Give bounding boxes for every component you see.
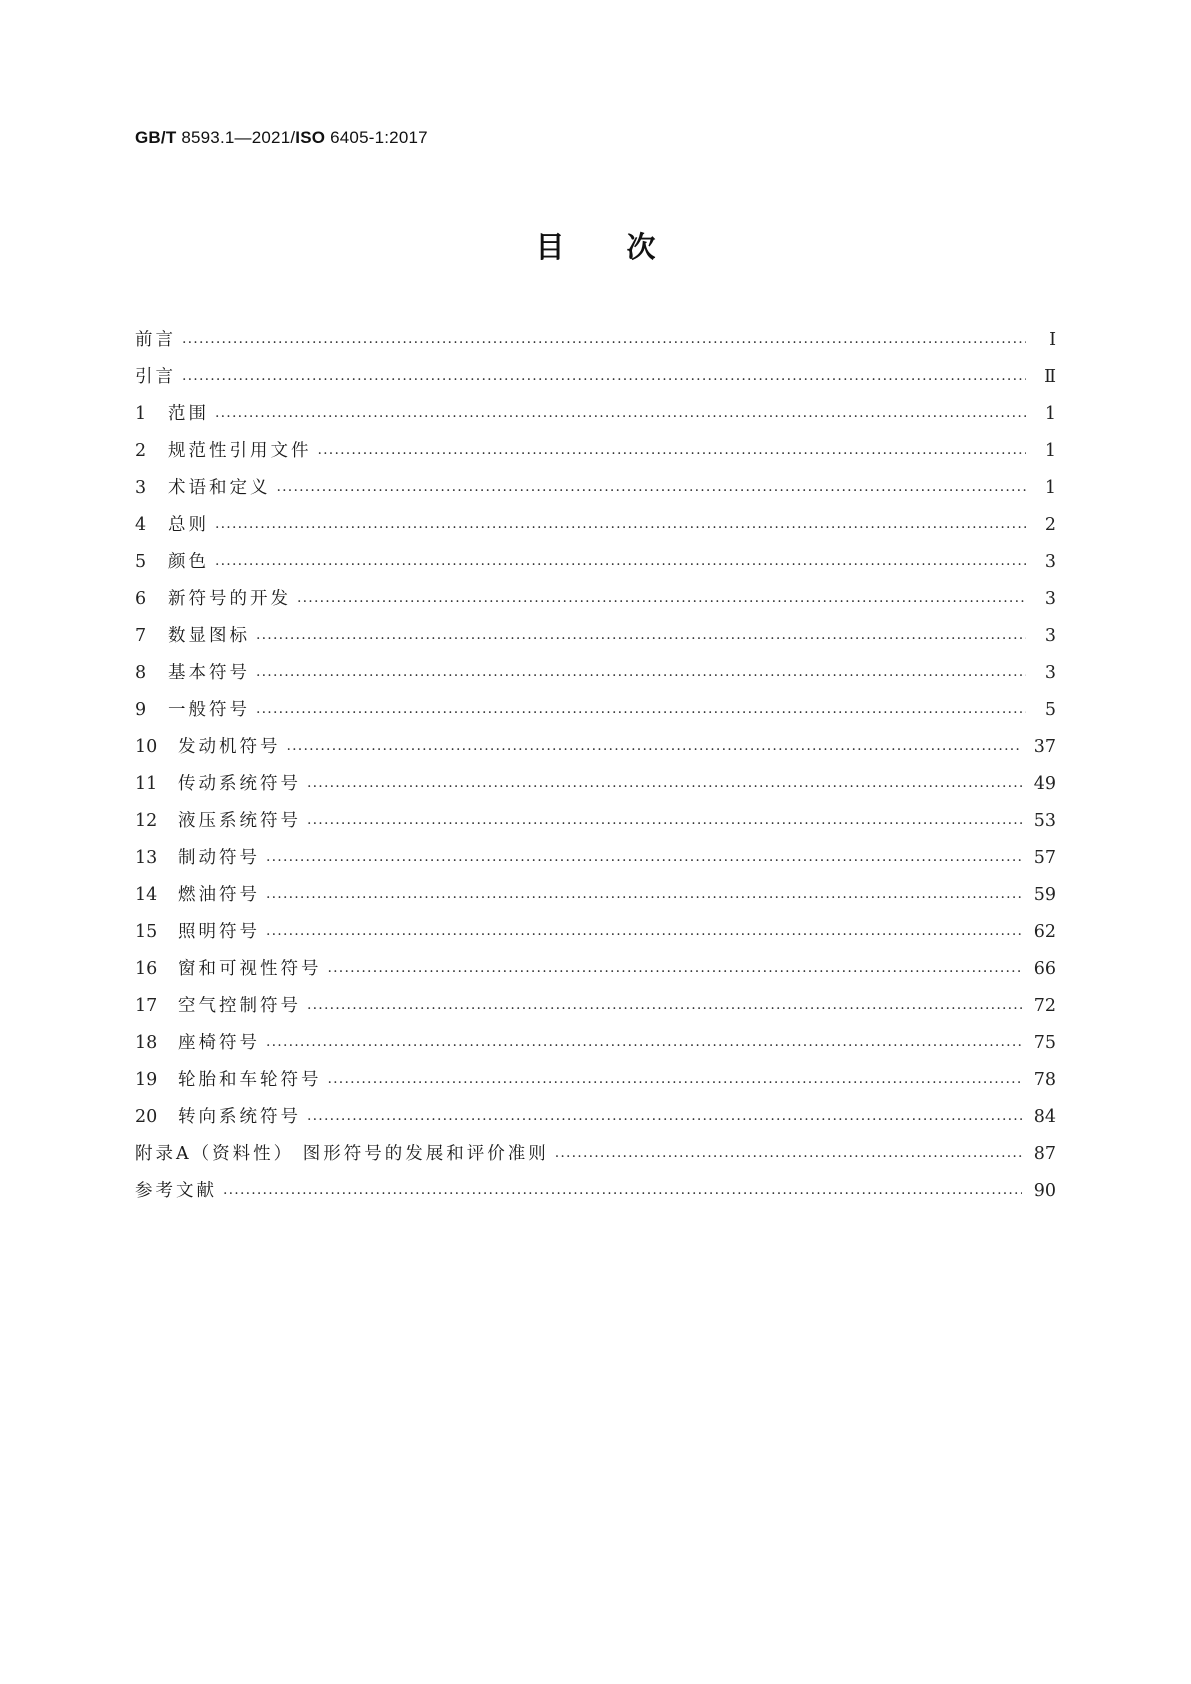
toc-entry-label: 新符号的开发 <box>168 589 291 609</box>
toc-entry-label: 燃油符号 <box>178 885 260 905</box>
toc-entry[interactable] <box>135 881 1056 918</box>
toc-entry[interactable] <box>135 585 1056 622</box>
toc-entry-number: 3 <box>135 478 147 498</box>
toc-entry[interactable] <box>135 474 1056 511</box>
toc-entry[interactable] <box>135 918 1056 955</box>
toc-entry[interactable] <box>135 1140 1056 1177</box>
toc-entry-page: 72 <box>1033 996 1056 1016</box>
toc-entry-page: Ⅱ <box>1044 367 1056 387</box>
toc-entry-page: 3 <box>1044 663 1056 683</box>
toc-entry[interactable] <box>135 437 1056 474</box>
toc-entry-label: 转向系统符号 <box>178 1107 301 1127</box>
toc-entry[interactable] <box>135 511 1056 548</box>
toc-entry-number: 15 <box>135 922 158 942</box>
toc-entry-label: 附录A（资料性） 图形符号的发展和评价准则 <box>135 1144 549 1164</box>
toc-dot-leader <box>215 405 1026 421</box>
toc-entry-page: 5 <box>1044 700 1056 720</box>
toc-entry[interactable] <box>135 622 1056 659</box>
toc-entry[interactable] <box>135 733 1056 770</box>
toc-dot-leader <box>182 368 1026 384</box>
toc-entry-number: 6 <box>135 589 147 609</box>
toc-entry[interactable] <box>135 1029 1056 1066</box>
toc-entry-number: 7 <box>135 626 147 646</box>
toc-entry[interactable] <box>135 696 1056 733</box>
toc-entry[interactable] <box>135 992 1056 1029</box>
toc-entry-number: 10 <box>135 737 158 757</box>
toc-entry[interactable] <box>135 363 1056 400</box>
toc-entry-label: 引言 <box>135 367 176 387</box>
toc-entry[interactable] <box>135 1177 1056 1214</box>
toc-entry[interactable] <box>135 807 1056 844</box>
toc-entry-label: 液压系统符号 <box>178 811 301 831</box>
toc-entry-number: 4 <box>135 515 147 535</box>
table-of-contents <box>135 326 1056 1214</box>
toc-dot-leader <box>266 923 1022 939</box>
toc-entry-number: 16 <box>135 959 158 979</box>
toc-entry-number: 11 <box>135 774 158 794</box>
toc-dot-leader <box>256 627 1026 643</box>
toc-entry-page: 3 <box>1044 589 1056 609</box>
toc-dot-leader <box>277 479 1027 495</box>
toc-entry[interactable] <box>135 770 1056 807</box>
toc-entry-label: 发动机符号 <box>178 737 281 757</box>
toc-entry-number: 20 <box>135 1107 158 1127</box>
toc-entry-page: 90 <box>1033 1181 1056 1201</box>
toc-entry-label: 规范性引用文件 <box>168 441 312 461</box>
toc-dot-leader <box>297 590 1026 606</box>
toc-entry-label: 轮胎和车轮符号 <box>178 1070 322 1090</box>
toc-entry-number: 14 <box>135 885 158 905</box>
toc-dot-leader <box>266 1034 1022 1050</box>
toc-entry-label: 空气控制符号 <box>178 996 301 1016</box>
toc-dot-leader <box>307 775 1022 791</box>
toc-entry-page: 3 <box>1044 626 1056 646</box>
toc-dot-leader <box>215 553 1026 569</box>
toc-entry-page: 1 <box>1044 441 1056 461</box>
toc-entry-number: 5 <box>135 552 147 572</box>
toc-entry-page: 78 <box>1033 1070 1056 1090</box>
toc-entry-page: 59 <box>1033 885 1056 905</box>
toc-entry-page: 75 <box>1033 1033 1056 1053</box>
toc-entry-page: 49 <box>1033 774 1056 794</box>
toc-entry-number: 2 <box>135 441 147 461</box>
toc-dot-leader <box>328 960 1022 976</box>
toc-dot-leader <box>307 812 1022 828</box>
toc-entry[interactable] <box>135 400 1056 437</box>
toc-entry-label: 制动符号 <box>178 848 260 868</box>
toc-entry[interactable] <box>135 659 1056 696</box>
toc-entry-label: 颜色 <box>168 552 209 572</box>
toc-entry-page: 37 <box>1033 737 1056 757</box>
toc-dot-leader <box>182 331 1026 347</box>
toc-dot-leader <box>266 849 1022 865</box>
toc-entry[interactable] <box>135 1103 1056 1140</box>
toc-entry-page: 1 <box>1044 404 1056 424</box>
toc-entry-label: 总则 <box>168 515 209 535</box>
std-number: 8593.1—2021/ <box>176 128 296 147</box>
toc-dot-leader <box>318 442 1027 458</box>
toc-dot-leader <box>256 701 1026 717</box>
toc-entry-page: 1 <box>1044 478 1056 498</box>
iso-prefix: ISO <box>295 128 326 147</box>
toc-entry-page: 53 <box>1033 811 1056 831</box>
toc-entry-label: 窗和可视性符号 <box>178 959 322 979</box>
toc-entry[interactable] <box>135 955 1056 992</box>
toc-dot-leader <box>307 997 1022 1013</box>
std-prefix: GB/T <box>135 128 177 147</box>
toc-entry-label: 前言 <box>135 330 176 350</box>
iso-number: 6405-1:2017 <box>325 128 428 147</box>
toc-entry-page: 66 <box>1033 959 1056 979</box>
toc-dot-leader <box>266 886 1022 902</box>
toc-entry-number: 13 <box>135 848 158 868</box>
page-title: 目次 <box>535 230 718 264</box>
toc-dot-leader <box>555 1145 1022 1161</box>
toc-entry-page: 87 <box>1033 1144 1056 1164</box>
toc-entry-number: 17 <box>135 996 158 1016</box>
toc-dot-leader <box>328 1071 1022 1087</box>
toc-entry-label: 照明符号 <box>178 922 260 942</box>
toc-entry-label: 参考文献 <box>135 1181 217 1201</box>
toc-entry-label: 范围 <box>168 404 209 424</box>
toc-dot-leader <box>215 516 1026 532</box>
toc-entry-number: 1 <box>135 404 147 424</box>
toc-entry-label: 基本符号 <box>168 663 250 683</box>
toc-entry-label: 座椅符号 <box>178 1033 260 1053</box>
toc-dot-leader <box>307 1108 1022 1124</box>
document-header <box>135 128 428 148</box>
toc-entry-label: 术语和定义 <box>168 478 271 498</box>
toc-entry-label: 一般符号 <box>168 700 250 720</box>
toc-entry-page: Ⅰ <box>1049 330 1056 350</box>
toc-entry-number: 9 <box>135 700 147 720</box>
toc-entry[interactable] <box>135 844 1056 881</box>
toc-entry-number: 18 <box>135 1033 158 1053</box>
toc-entry-page: 62 <box>1033 922 1056 942</box>
toc-entry-page: 2 <box>1044 515 1056 535</box>
toc-entry-page: 84 <box>1033 1107 1056 1127</box>
toc-dot-leader <box>287 738 1022 754</box>
toc-entry-label: 传动系统符号 <box>178 774 301 794</box>
toc-entry[interactable] <box>135 326 1056 363</box>
toc-entry-label: 数显图标 <box>168 626 250 646</box>
toc-entry-number: 19 <box>135 1070 158 1090</box>
toc-entry[interactable] <box>135 1066 1056 1103</box>
toc-entry-page: 3 <box>1044 552 1056 572</box>
toc-entry-page: 57 <box>1033 848 1056 868</box>
toc-dot-leader <box>223 1182 1022 1198</box>
toc-dot-leader <box>256 664 1026 680</box>
toc-entry[interactable] <box>135 548 1056 585</box>
toc-entry-number: 12 <box>135 811 158 831</box>
toc-entry-number: 8 <box>135 663 147 683</box>
